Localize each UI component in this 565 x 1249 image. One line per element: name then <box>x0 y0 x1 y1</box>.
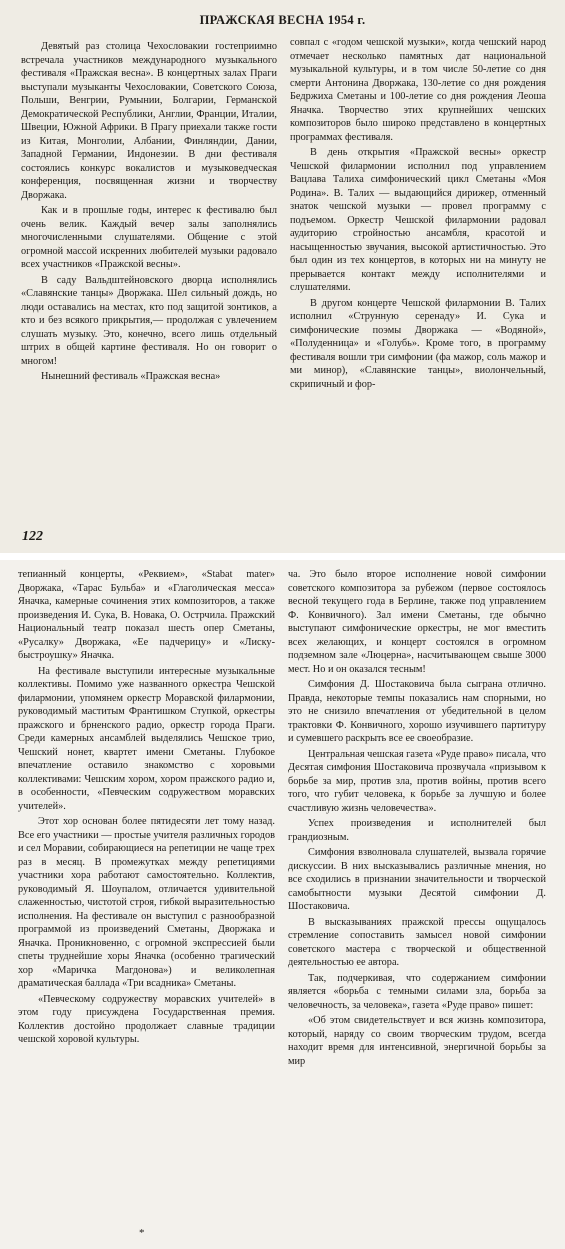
paragraph: Симфония взволновала слушателей, вызвала горячие дискуссии. В них высказывались различные мнения, но все сходились в признании значительности и творческой самобытности музыки Десятой симфонии Д. Шостаковича. <box>288 847 546 912</box>
page-separator <box>0 553 565 560</box>
paragraph: Успех произведения и исполнителей был грандиозным. <box>288 818 546 843</box>
paragraph: В саду Вальдштейновского дворца исполнялись «Славянские танцы» Дворжака. Шел сильный дождь, но люди оставались на местах, кто под защитой зонтиков, а кто и без всякого прикрытия,— продолжая с увлечением слушать музыку. Это, конечно, всего лишь отдельный штрих в общей картине фестиваля. Но он говорит о многом! <box>21 274 277 367</box>
paragraph: На фестивале выступили интересные музыкальные коллективы. Помимо уже названного оркестра Чешской филармонии, упомянем оркестр Моравской филармонии, руководимый маститым Франтишком Ступкой, оркестры пражского и брненского радио, оркестр города Праги. Среди камерных ансамблей выделялись Чешское трио, Чешский нонет, квартет имени Сметаны. Глубокое впечатление оставило знакомство с хоровыми коллективами: Чешским хором, хором пражского радио и, в особенности, «Певческим содружеством моравских учителей». <box>18 665 275 812</box>
page-number: 122 <box>22 529 43 544</box>
paragraph: Так, подчеркивая, что содержанием симфонии является «борьба с темными силами зла, борьба за человечность, за человека», газета «Руде право» пишет: <box>288 972 546 1011</box>
paragraph: «Певческому содружеству моравских учителей» в этом году присуждена Государственная премия. Коллектив достойно продолжает славные традиции чешской хоровой культуры. <box>18 993 275 1045</box>
bottom-left-column <box>18 568 275 1049</box>
paragraph: Девятый раз столица Чехословакии гостеприимно встречала участников международного музыкального фестиваля «Пражская весна». В концертных залах Праги выступали музыканты Чехословакии, Советского Союза, Польши, Венгрии, Румынии, Болгарии, Германской Демократической Республики, Англии, Франции, Италии, Швеции, Южной Африки. В Прагу приехали также гости из Китая, Монголии, Албании, Финляндии, Дании, Западной Германии, Индонезии. В дни фестиваля состоялись конкурс вокалистов и музыковедческая конференция, посвященная жизни и творчеству Дворжака. <box>21 41 277 201</box>
magazine-page-top <box>0 0 565 553</box>
article-title: ПРАЖСКАЯ ВЕСНА 1954 г. <box>199 13 366 27</box>
paragraph: ча. Это было второе исполнение новой симфонии советского композитора за рубежом (первое состоялось весной текущего года в Берлине, также под управлением Ф. Конвичного). Зал имени Сметаны, где обычно выступают симфонические оркестры, не мог вместить всех желающих, и концерт состоялся в огромном подземном зале «Люцерна», насчитывающем свыше 3000 мест. Но и он оказался тесным! <box>288 569 546 675</box>
paragraph: Как и в прошлые годы, интерес к фестивалю был очень велик. Каждый вечер залы заполнялись многочисленными слушателями. Общение с этой огромной массой искренних любителей музыки радовало всех участников «Пражской весны». <box>21 205 277 270</box>
magazine-page-bottom <box>0 560 565 1249</box>
top-right-column <box>290 36 546 393</box>
separator-star: * <box>139 1227 145 1239</box>
paragraph: В день открытия «Пражской весны» оркестр Чешской филармонии исполнил под управлением Вацлава Талиха симфонический цикл Сметаны «Моя Родина». В. Талих — выдающийся дирижер, отменный знаток чешской музыки — провел программу с подъемом. Оркестр Чешской филармонии радовал аудиторию стройностью ансамбля, красотой и насыщенностью звучания, высокой артистичностью. Это был один из тех концертов, в которых ни на минуту не прерывается контакт между исполнителями и слушателями. <box>290 147 546 293</box>
paragraph: Центральная чешская газета «Руде право» писала, что Десятая симфония Шостаковича прозвучала «призывом к борьбе за мир, против зла, против войны, против всего того, что губит человека, к борьбе за лучшую и более счастливую жизнь человечества». <box>288 748 546 814</box>
paragraph: Этот хор основан более пятидесяти лет тому назад. Все его участники — простые учителя различных городов и сел Моравии, собирающиеся на репетиции не чаще трех раз в месяц. В промежутках между репетициями участники хора работают самостоятельно. Коллектив, руководимый Я. Шоупалом, отличается удивительной слаженностью, чистотой строя, гибкой выразительностью исполнения. На фестивале он выступил с разнообразной программой из произведений Сметаны, Дворжака и Яначка. Проникновенно, с огромной экспрессией были спеты труднейшие хоры Яначка (особенно трагический хор «Маричка Магдонова») и великолепная драматическая баллада «Три всадника» Сметаны. <box>18 816 275 989</box>
bottom-right-column <box>288 568 546 1070</box>
paragraph: совпал с «годом чешской музыки», когда чешский народ отмечает несколько памятных дат национальной музыкальной культуры, и в том числе 50-летие со дня смерти Антонина Дворжака, 130-летие со дня рождения Бедржиха Сметаны и 100-летие со дня рождения Леоша Яначка. Творчество этих крупнейших чешских композиторов было широко представлено в концертных программах фестиваля. <box>290 37 546 143</box>
paragraph: Нынешний фестиваль «Пражская весна» <box>41 371 221 382</box>
paragraph: «Об этом свидетельствует и вся жизнь композитора, который, наряду со своим творческим трудом, всегда находит время для интенсивной, энергичной борьбы за мир <box>288 1015 546 1067</box>
top-left-column <box>21 40 277 386</box>
paragraph: В другом концерте Чешской филармонии В. Талих исполнил «Струнную серенаду» И. Сука и симфонические поэмы Дворжака — «Водяной», «Полуденница» и «Голубь». Кроме того, в программу фестиваля вошли три симфонии (фа мажор, соль мажор и ми минор), «Славянские танцы», виолончельный, скрипичный и фор- <box>290 297 546 390</box>
paragraph: тепианный концерты, «Реквием», «Stabat mater» Дворжака, «Тарас Бульба» и «Глаголическая месса» Яначка, камерные сочинения этих композиторов, а также произведения И. Сука, В. Новака, О. Острчила. Пражский Национальный театр показал шесть опер Сметаны, «Русалку» Дворжака, «Ее падчерицу» и «Лиску-быстроушку» Яначка. <box>18 569 275 661</box>
paragraph: Симфония Д. Шостаковича была сыграна отлично. Правда, некоторые темпы показались нам спорными, но это не снизило впечатления от убедительной в целом трактовки Ф. Конвичного, хорошо изучившего партитуру и сумевшего раскрыть все ее своеобразие. <box>288 679 546 744</box>
paragraph: В высказываниях пражской прессы ощущалось стремление сопоставить замысел новой симфонии советского мастера с творческой и общественной деятельностью ее автора. <box>288 916 546 968</box>
